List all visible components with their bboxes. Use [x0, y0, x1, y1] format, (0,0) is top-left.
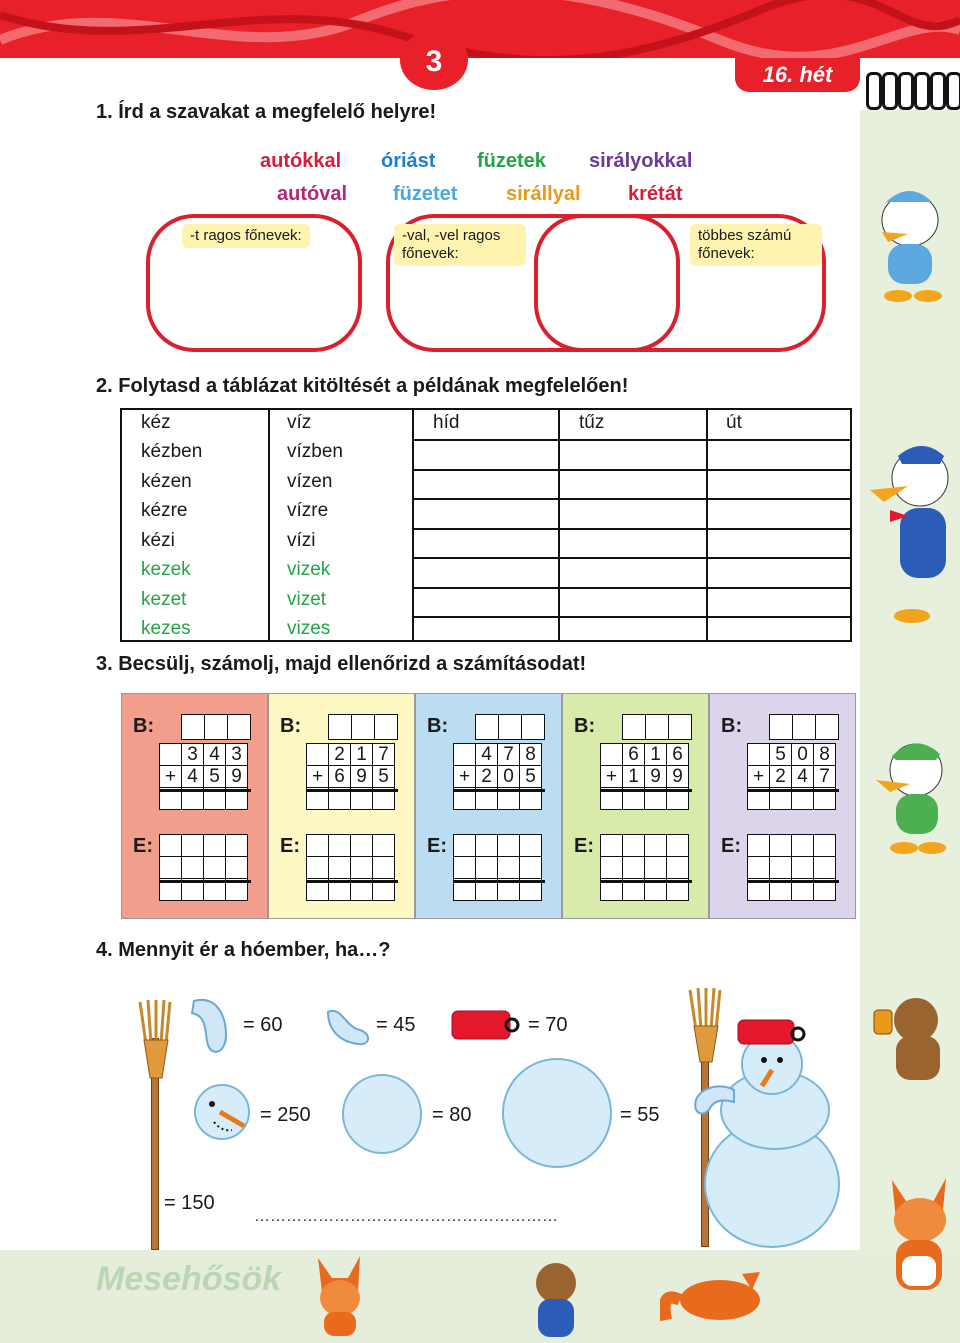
- check-grid[interactable]: [453, 834, 542, 901]
- estimate-input[interactable]: [181, 714, 251, 740]
- table-divider: [268, 410, 270, 640]
- table-divider: [412, 528, 850, 530]
- table-cell: vízen: [287, 471, 333, 492]
- digit-cell: 5: [770, 744, 792, 766]
- addition-grid: [747, 743, 836, 810]
- table-divider: [706, 410, 708, 640]
- hat-icon: [448, 1007, 522, 1043]
- digit-cell: 5: [520, 766, 542, 788]
- arm-right-icon: [322, 1004, 374, 1048]
- table-cell: kézben: [141, 441, 203, 462]
- table-cell: kézen: [141, 471, 192, 492]
- exercise-1-title: 1. Írd a szavakat a megfelelő helyre!: [96, 101, 437, 123]
- estimate-label: B:: [721, 715, 743, 737]
- estimate-label: B:: [427, 715, 449, 737]
- bear-character-icon: [866, 990, 954, 1090]
- digit-cell: 5: [204, 766, 226, 788]
- plus-sign: +: [601, 766, 623, 788]
- table-header-cell: út: [726, 412, 742, 433]
- small-snowball-icon: [342, 1074, 422, 1154]
- page-number: 3: [400, 30, 468, 90]
- sum-line: [306, 880, 398, 883]
- digit-cell: 0: [792, 744, 814, 766]
- check-grid[interactable]: [600, 834, 689, 901]
- addition-grid: [453, 743, 542, 810]
- digit-cell: 9: [351, 766, 373, 788]
- word-chip[interactable]: sirállyal: [506, 183, 581, 205]
- digit-cell: 6: [667, 744, 689, 766]
- header-band: [0, 0, 960, 58]
- table-cell: vizet: [287, 589, 327, 610]
- table-cell: vízben: [287, 441, 343, 462]
- sum-line: [453, 789, 545, 792]
- eq-small-ball: = 80: [432, 1104, 472, 1126]
- sum-line: [159, 789, 251, 792]
- digit-cell: 7: [814, 766, 836, 788]
- digit-cell: 3: [182, 744, 204, 766]
- table-header-cell: kéz: [141, 412, 171, 433]
- table-divider: [412, 410, 414, 640]
- table-cell: kezek: [141, 559, 191, 580]
- big-snowball-icon: [502, 1058, 612, 1168]
- spiral-ring-icon: [898, 72, 914, 110]
- check-label: E:: [574, 835, 594, 857]
- table-divider: [558, 410, 560, 640]
- eq-big-ball: = 55: [620, 1104, 660, 1126]
- ribbon-pattern: [0, 0, 960, 58]
- snowman-head-icon: [734, 1018, 814, 1098]
- table-header-cell: tűz: [579, 412, 605, 433]
- label-val-vel-nouns: -val, -vel ragos főnevek:: [394, 224, 526, 266]
- table-divider: [412, 469, 850, 471]
- word-chip[interactable]: füzetet: [393, 183, 458, 205]
- sum-line: [306, 789, 398, 792]
- check-grid[interactable]: [159, 834, 248, 901]
- spiral-ring-icon: [882, 72, 898, 110]
- digit-cell: 2: [476, 766, 498, 788]
- digit-cell: 4: [204, 744, 226, 766]
- exercise-2-title: 2. Folytasd a táblázat kitöltését a példának megfelelően!: [96, 375, 629, 397]
- check-grid[interactable]: [747, 834, 836, 901]
- estimate-input[interactable]: [622, 714, 692, 740]
- eq-hat: = 70: [528, 1014, 568, 1036]
- spiral-ring-icon: [946, 72, 960, 110]
- brand-logo: Mesehősök: [96, 1260, 282, 1298]
- fox-character-icon: [872, 1170, 960, 1320]
- table-cell: kezes: [141, 618, 191, 639]
- exercise-3-title: 3. Becsülj, számolj, majd ellenőrizd a számításodat!: [96, 653, 587, 675]
- digit-cell: 4: [476, 744, 498, 766]
- arm-left-icon: [186, 995, 240, 1063]
- eq-arm-left: = 60: [243, 1014, 283, 1036]
- sum-line: [159, 880, 251, 883]
- broom-icon: [686, 988, 722, 1064]
- table-divider: [412, 439, 850, 441]
- word-chip[interactable]: füzetek: [477, 150, 546, 172]
- digit-cell: 4: [792, 766, 814, 788]
- exercise-4-title: 4. Mennyit ér a hóember, ha…?: [96, 939, 391, 961]
- digit-cell: 4: [182, 766, 204, 788]
- digit-cell: 1: [623, 766, 645, 788]
- spiral-ring-icon: [914, 72, 930, 110]
- table-divider: [412, 557, 850, 559]
- digit-cell: 2: [770, 766, 792, 788]
- addition-grid: [600, 743, 689, 810]
- digit-cell: 5: [373, 766, 395, 788]
- eq-arm-right: = 45: [376, 1014, 416, 1036]
- label-t-nouns: -t ragos főnevek:: [182, 224, 310, 248]
- table-cell: kézi: [141, 530, 175, 551]
- sum-line: [747, 789, 839, 792]
- table-divider: [412, 498, 850, 500]
- spiral-ring-icon: [866, 72, 882, 110]
- check-label: E:: [721, 835, 741, 857]
- estimate-input[interactable]: [475, 714, 545, 740]
- sum-line: [600, 880, 692, 883]
- fox-running-icon: [660, 1260, 770, 1340]
- sum-line: [453, 880, 545, 883]
- sum-line: [747, 880, 839, 883]
- digit-cell: 7: [373, 744, 395, 766]
- table-divider: [412, 587, 850, 589]
- word-chip[interactable]: sirályokkal: [589, 150, 693, 172]
- bear-footer-icon: [516, 1255, 596, 1341]
- digit-cell: 8: [520, 744, 542, 766]
- digit-cell: 1: [351, 744, 373, 766]
- duck-character-green-icon: [870, 730, 958, 860]
- table-header-cell: híd: [433, 412, 460, 433]
- digit-cell: 6: [329, 766, 351, 788]
- digit-cell: 1: [645, 744, 667, 766]
- table-cell: kézre: [141, 500, 188, 521]
- answer-oval-plural[interactable]: [534, 214, 680, 352]
- fox-footer-icon: [308, 1252, 374, 1338]
- plus-sign: +: [160, 766, 182, 788]
- word-chip[interactable]: óriást: [381, 150, 436, 172]
- plus-sign: +: [454, 766, 476, 788]
- estimate-label: B:: [133, 715, 155, 737]
- check-label: E:: [133, 835, 153, 857]
- digit-cell: 0: [498, 766, 520, 788]
- digit-cell: 9: [226, 766, 248, 788]
- word-forms-table: [120, 408, 852, 642]
- addition-grid: [159, 743, 248, 810]
- snowman-arm-icon: [690, 1080, 740, 1124]
- table-divider: [412, 616, 850, 618]
- estimate-input[interactable]: [769, 714, 839, 740]
- digit-cell: 6: [623, 744, 645, 766]
- estimate-label: B:: [280, 715, 302, 737]
- digit-cell: 8: [814, 744, 836, 766]
- eq-broom: = 150: [164, 1192, 215, 1214]
- table-cell: vízre: [287, 500, 329, 521]
- answer-line[interactable]: …………………………………………………: [254, 1208, 558, 1225]
- eq-head: = 250: [260, 1104, 311, 1126]
- digit-cell: 3: [226, 744, 248, 766]
- word-chip[interactable]: autókkal: [260, 150, 342, 172]
- word-chip[interactable]: krétát: [628, 183, 683, 205]
- addition-grid: [306, 743, 395, 810]
- digit-cell: 2: [329, 744, 351, 766]
- table-cell: vizek: [287, 559, 331, 580]
- donald-duck-icon: [864, 430, 956, 630]
- duck-character-blue-icon: [862, 180, 952, 310]
- snowman-head-icon: [192, 1082, 252, 1142]
- sum-line: [600, 789, 692, 792]
- estimate-input[interactable]: [328, 714, 398, 740]
- estimate-label: B:: [574, 715, 596, 737]
- digit-cell: 7: [498, 744, 520, 766]
- digit-cell: 9: [667, 766, 689, 788]
- table-cell: vizes: [287, 618, 331, 639]
- plus-sign: +: [748, 766, 770, 788]
- plus-sign: +: [307, 766, 329, 788]
- check-grid[interactable]: [306, 834, 395, 901]
- spiral-ring-icon: [930, 72, 946, 110]
- table-cell: kezet: [141, 589, 187, 610]
- check-label: E:: [280, 835, 300, 857]
- table-cell: vízi: [287, 530, 316, 551]
- table-header-cell: víz: [287, 412, 312, 433]
- digit-cell: 9: [645, 766, 667, 788]
- check-label: E:: [427, 835, 447, 857]
- word-chip[interactable]: autóval: [277, 183, 348, 205]
- label-plural-nouns: többes számú főnevek:: [690, 224, 822, 266]
- week-label: 16. hét: [735, 58, 860, 92]
